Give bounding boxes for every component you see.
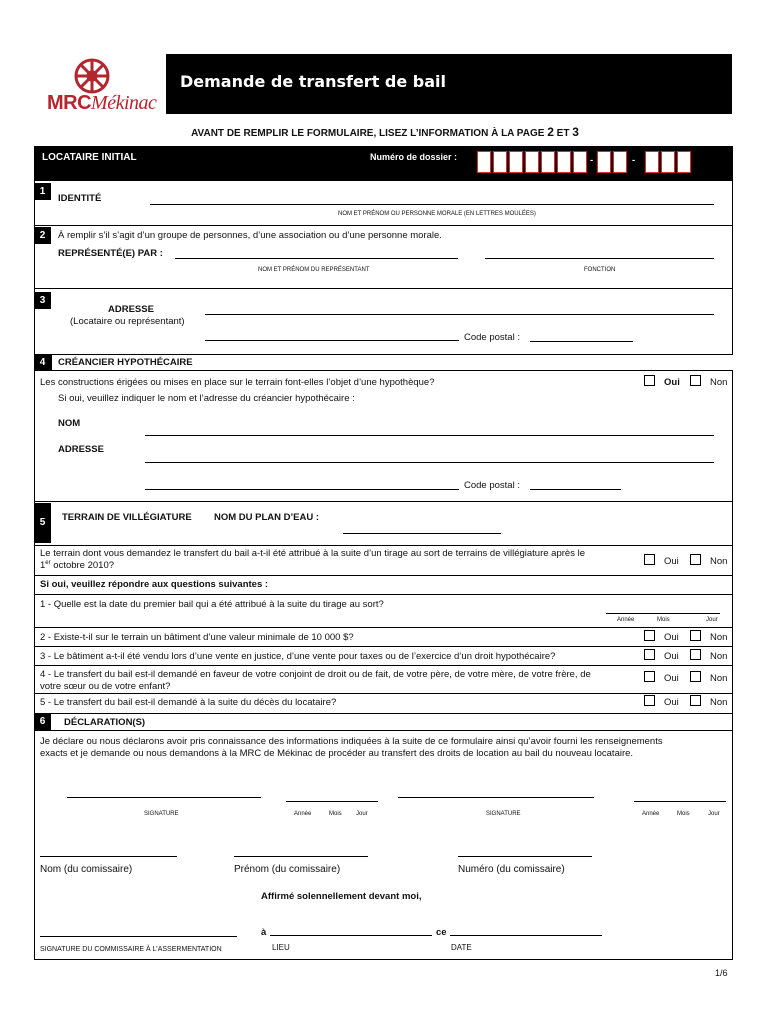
dossier-digit-7[interactable] bbox=[573, 151, 587, 173]
s5-q5-oui-label: Oui bbox=[664, 697, 679, 708]
representant-fonction-field[interactable] bbox=[485, 258, 714, 259]
s5-q2-oui-checkbox[interactable] bbox=[644, 630, 655, 641]
commissaire-numero-label: Numéro (du comissaire) bbox=[458, 864, 565, 875]
s5-q1-date-field[interactable] bbox=[606, 613, 720, 614]
s5-q4b: votre sœur ou de votre enfant? bbox=[40, 681, 171, 692]
page-number: 1/6 bbox=[715, 968, 728, 978]
s5-q1-mois: Mois bbox=[657, 617, 670, 623]
s4-adresse-field-1[interactable] bbox=[145, 462, 714, 463]
divider bbox=[34, 501, 733, 502]
s5-q5-non-checkbox[interactable] bbox=[690, 695, 701, 706]
divider bbox=[34, 575, 733, 576]
locataire-label: LOCATAIRE INITIAL bbox=[42, 152, 137, 163]
s5-q2: 2 - Existe-t-il sur le terrain un bâtiment d’une valeur minimale de 10 000 $? bbox=[40, 632, 354, 643]
dossier-digit-8[interactable] bbox=[597, 151, 611, 173]
signature-1-caption: SIGNATURE bbox=[144, 811, 179, 817]
representant-fonction-caption: FONCTION bbox=[584, 267, 616, 273]
s5-q4-non-checkbox[interactable] bbox=[690, 671, 701, 682]
date-caption: DATE bbox=[451, 943, 472, 952]
s5-q1: 1 - Quelle est la date du premier bail qui a été attribué à la suite du tirage au sort? bbox=[40, 599, 384, 610]
s4-adresse-label: ADRESSE bbox=[58, 444, 104, 455]
s4-code-postal-field[interactable] bbox=[530, 489, 621, 490]
logo-mekinac: Mékinac bbox=[91, 92, 157, 114]
adresse-line-2[interactable] bbox=[205, 340, 459, 341]
lieu-field[interactable] bbox=[270, 935, 432, 936]
dossier-sep-1: - bbox=[590, 155, 594, 166]
adresse-sublabel: (Locataire ou représentant) bbox=[70, 316, 185, 327]
signature-1-field[interactable] bbox=[67, 797, 261, 798]
title-bar bbox=[166, 54, 732, 114]
dossier-digit-3[interactable] bbox=[509, 151, 523, 173]
s4-adresse-field-2[interactable] bbox=[145, 489, 459, 490]
date-1-field[interactable] bbox=[286, 801, 378, 802]
identite-label: IDENTITÉ bbox=[58, 193, 102, 204]
s4-si-oui: Si oui, veuillez indiquer le nom et l’adresse du créancier hypothécaire : bbox=[58, 393, 355, 404]
dossier-digit-2[interactable] bbox=[493, 151, 507, 173]
dossier-digit-11[interactable] bbox=[661, 151, 675, 173]
commissaire-nom-field[interactable] bbox=[40, 856, 177, 857]
s5-q3: 3 - Le bâtiment a-t-il été vendu lors d’une vente en justice, d’une vente pour taxes ou de l’exercice d’un droit hypothécaire? bbox=[40, 651, 556, 662]
plan-eau-label: NOM DU PLAN D’EAU : bbox=[214, 512, 320, 523]
section-4-number: 4 bbox=[34, 354, 51, 371]
s5-q2-non-label: Non bbox=[710, 632, 728, 643]
identite-caption: NOM ET PRÉNOM OU PERSONNE MORALE (EN LETTRES MOULÉES) bbox=[338, 211, 536, 217]
s4-oui-label: Oui bbox=[664, 377, 680, 388]
affirme-label: Affirmé solennellement devant moi, bbox=[261, 891, 422, 902]
divider bbox=[34, 225, 733, 226]
villegiature-label: TERRAIN DE VILLÉGIATURE bbox=[62, 512, 192, 523]
s5-q5: 5 - Le transfert du bail est-il demandé à la suite du décès du locataire? bbox=[40, 697, 337, 708]
representant-name-caption: NOM ET PRÉNOM DU REPRÉSENTANT bbox=[258, 267, 370, 273]
dossier-digit-12[interactable] bbox=[677, 151, 691, 173]
s5-q4-oui-checkbox[interactable] bbox=[644, 671, 655, 682]
s5-question-b: 1er octobre 2010? bbox=[40, 560, 115, 572]
dossier-digit-4[interactable] bbox=[525, 151, 539, 173]
ce-label: ce bbox=[436, 927, 447, 938]
date-2-field[interactable] bbox=[634, 801, 726, 802]
s4-non-checkbox[interactable] bbox=[690, 375, 701, 386]
declaration-label: DÉCLARATION(S) bbox=[64, 717, 146, 728]
dossier-label: Numéro de dossier : bbox=[370, 152, 458, 162]
a-label: à bbox=[261, 927, 267, 938]
s5-q5-non-label: Non bbox=[710, 697, 728, 708]
signature-2-field[interactable] bbox=[398, 797, 594, 798]
s4-non-label: Non bbox=[710, 377, 728, 388]
section-2-text: À remplir s’il s’agit d’un groupe de personnes, d’une association ou d’une personne morale. bbox=[58, 230, 442, 241]
s5-q4-oui-label: Oui bbox=[664, 673, 679, 684]
s3-code-postal-label: Code postal : bbox=[464, 332, 520, 343]
s5-q5-oui-checkbox[interactable] bbox=[644, 695, 655, 706]
date-2-jour: Jour bbox=[708, 811, 720, 817]
divider bbox=[34, 646, 733, 647]
divider bbox=[34, 693, 733, 694]
declaration-text-a: Je déclare ou nous déclarons avoir pris connaissance des informations indiquées à la suite de ce formulaire ainsi qu’avoir fourni les renseignements bbox=[40, 736, 663, 747]
dossier-digit-9[interactable] bbox=[613, 151, 627, 173]
divider bbox=[34, 288, 733, 289]
adresse-label: ADRESSE bbox=[108, 304, 154, 315]
date-1-jour: Jour bbox=[356, 811, 368, 817]
divider bbox=[34, 627, 733, 628]
date-1-mois: Mois bbox=[329, 811, 342, 817]
s5-q3-non-checkbox[interactable] bbox=[690, 649, 701, 660]
s4-nom-label: NOM bbox=[58, 418, 81, 429]
s5-si-oui: Si oui, veuillez répondre aux questions suivantes : bbox=[40, 579, 269, 590]
identite-field[interactable] bbox=[150, 204, 714, 205]
commissaire-nom-label: Nom (du comissaire) bbox=[40, 864, 133, 875]
commissaire-signature-field[interactable] bbox=[40, 936, 237, 937]
s5-non-label: Non bbox=[710, 556, 728, 567]
mrc-logo bbox=[44, 52, 174, 120]
dossier-digit-5[interactable] bbox=[541, 151, 555, 173]
date-2-mois: Mois bbox=[677, 811, 690, 817]
s4-nom-field[interactable] bbox=[145, 435, 714, 436]
page-title: Demande de transfert de bail bbox=[180, 72, 447, 91]
s5-non-checkbox[interactable] bbox=[690, 554, 701, 565]
s5-q1-jour: Jour bbox=[706, 617, 718, 623]
adresse-line-1[interactable] bbox=[205, 314, 714, 315]
representant-name-field[interactable] bbox=[175, 258, 458, 259]
commissaire-prenom-label: Prénom (du comissaire) bbox=[234, 864, 341, 875]
represente-label: REPRÉSENTÉ(E) PAR : bbox=[58, 248, 163, 259]
s5-q3-oui-checkbox[interactable] bbox=[644, 649, 655, 660]
creancier-label: CRÉANCIER HYPOTHÉCAIRE bbox=[58, 357, 193, 368]
s3-code-postal-field[interactable] bbox=[530, 341, 633, 342]
s5-q4-non-label: Non bbox=[710, 673, 728, 684]
locataire-band bbox=[34, 146, 733, 181]
s5-q2-non-checkbox[interactable] bbox=[690, 630, 701, 641]
commissaire-prenom-field[interactable] bbox=[234, 856, 368, 857]
date-1-annee: Année bbox=[294, 811, 312, 817]
plan-eau-field[interactable] bbox=[343, 533, 501, 534]
s4-question: Les constructions érigées ou mises en place sur le terrain font-elles l’objet d’une hypothèque? bbox=[40, 377, 435, 388]
logo-mrc: MRC bbox=[47, 92, 92, 114]
date-field[interactable] bbox=[450, 935, 602, 936]
s5-oui-label: Oui bbox=[664, 556, 679, 567]
s5-q3-non-label: Non bbox=[710, 651, 728, 662]
lieu-caption: LIEU bbox=[272, 943, 290, 952]
s4-oui-checkbox[interactable] bbox=[644, 375, 655, 386]
subtitle: AVANT DE REMPLIR LE FORMULAIRE, LISEZ L’INFORMATION À LA PAGE 2 ET 3 bbox=[191, 125, 579, 139]
section-6-number: 6 bbox=[34, 713, 51, 731]
s5-question-a: Le terrain dont vous demandez le transfert du bail a-t-il été attribué à la suite d’un tirage au sort de terrains de villégiature après le bbox=[40, 548, 585, 559]
date-2-annee: Année bbox=[642, 811, 660, 817]
commissaire-signature-caption: SIGNATURE DU COMMISSAIRE À L’ASSERMENTATION bbox=[40, 946, 222, 953]
s5-q4a: 4 - Le transfert du bail est-il demandé en faveur de votre conjoint de droit ou de fait, de votre père, de votre mère, de votre frère, de bbox=[40, 669, 591, 680]
s5-q2-oui-label: Oui bbox=[664, 632, 679, 643]
dossier-digit-6[interactable] bbox=[557, 151, 571, 173]
section-2-number: 2 bbox=[34, 227, 51, 244]
divider bbox=[34, 665, 733, 666]
section-1-number: 1 bbox=[34, 183, 51, 200]
section-5-number: 5 bbox=[34, 503, 51, 543]
divider bbox=[34, 594, 733, 595]
s4-code-postal-label: Code postal : bbox=[464, 480, 520, 491]
divider bbox=[34, 545, 733, 546]
s5-q1-annee: Année bbox=[617, 617, 635, 623]
s5-q3-oui-label: Oui bbox=[664, 651, 679, 662]
dossier-digit-10[interactable] bbox=[645, 151, 659, 173]
signature-2-caption: SIGNATURE bbox=[486, 811, 521, 817]
commissaire-numero-field[interactable] bbox=[458, 856, 592, 857]
s5-oui-checkbox[interactable] bbox=[644, 554, 655, 565]
section-3-number: 3 bbox=[34, 292, 51, 309]
declaration-text-b: exacts et je demande ou nous demandons à la MRC de Mékinac de procéder au transfert des droits de location au bail du nouveau locataire. bbox=[40, 748, 634, 759]
dossier-sep-2: - bbox=[632, 155, 636, 166]
dossier-digit-1[interactable] bbox=[477, 151, 491, 173]
